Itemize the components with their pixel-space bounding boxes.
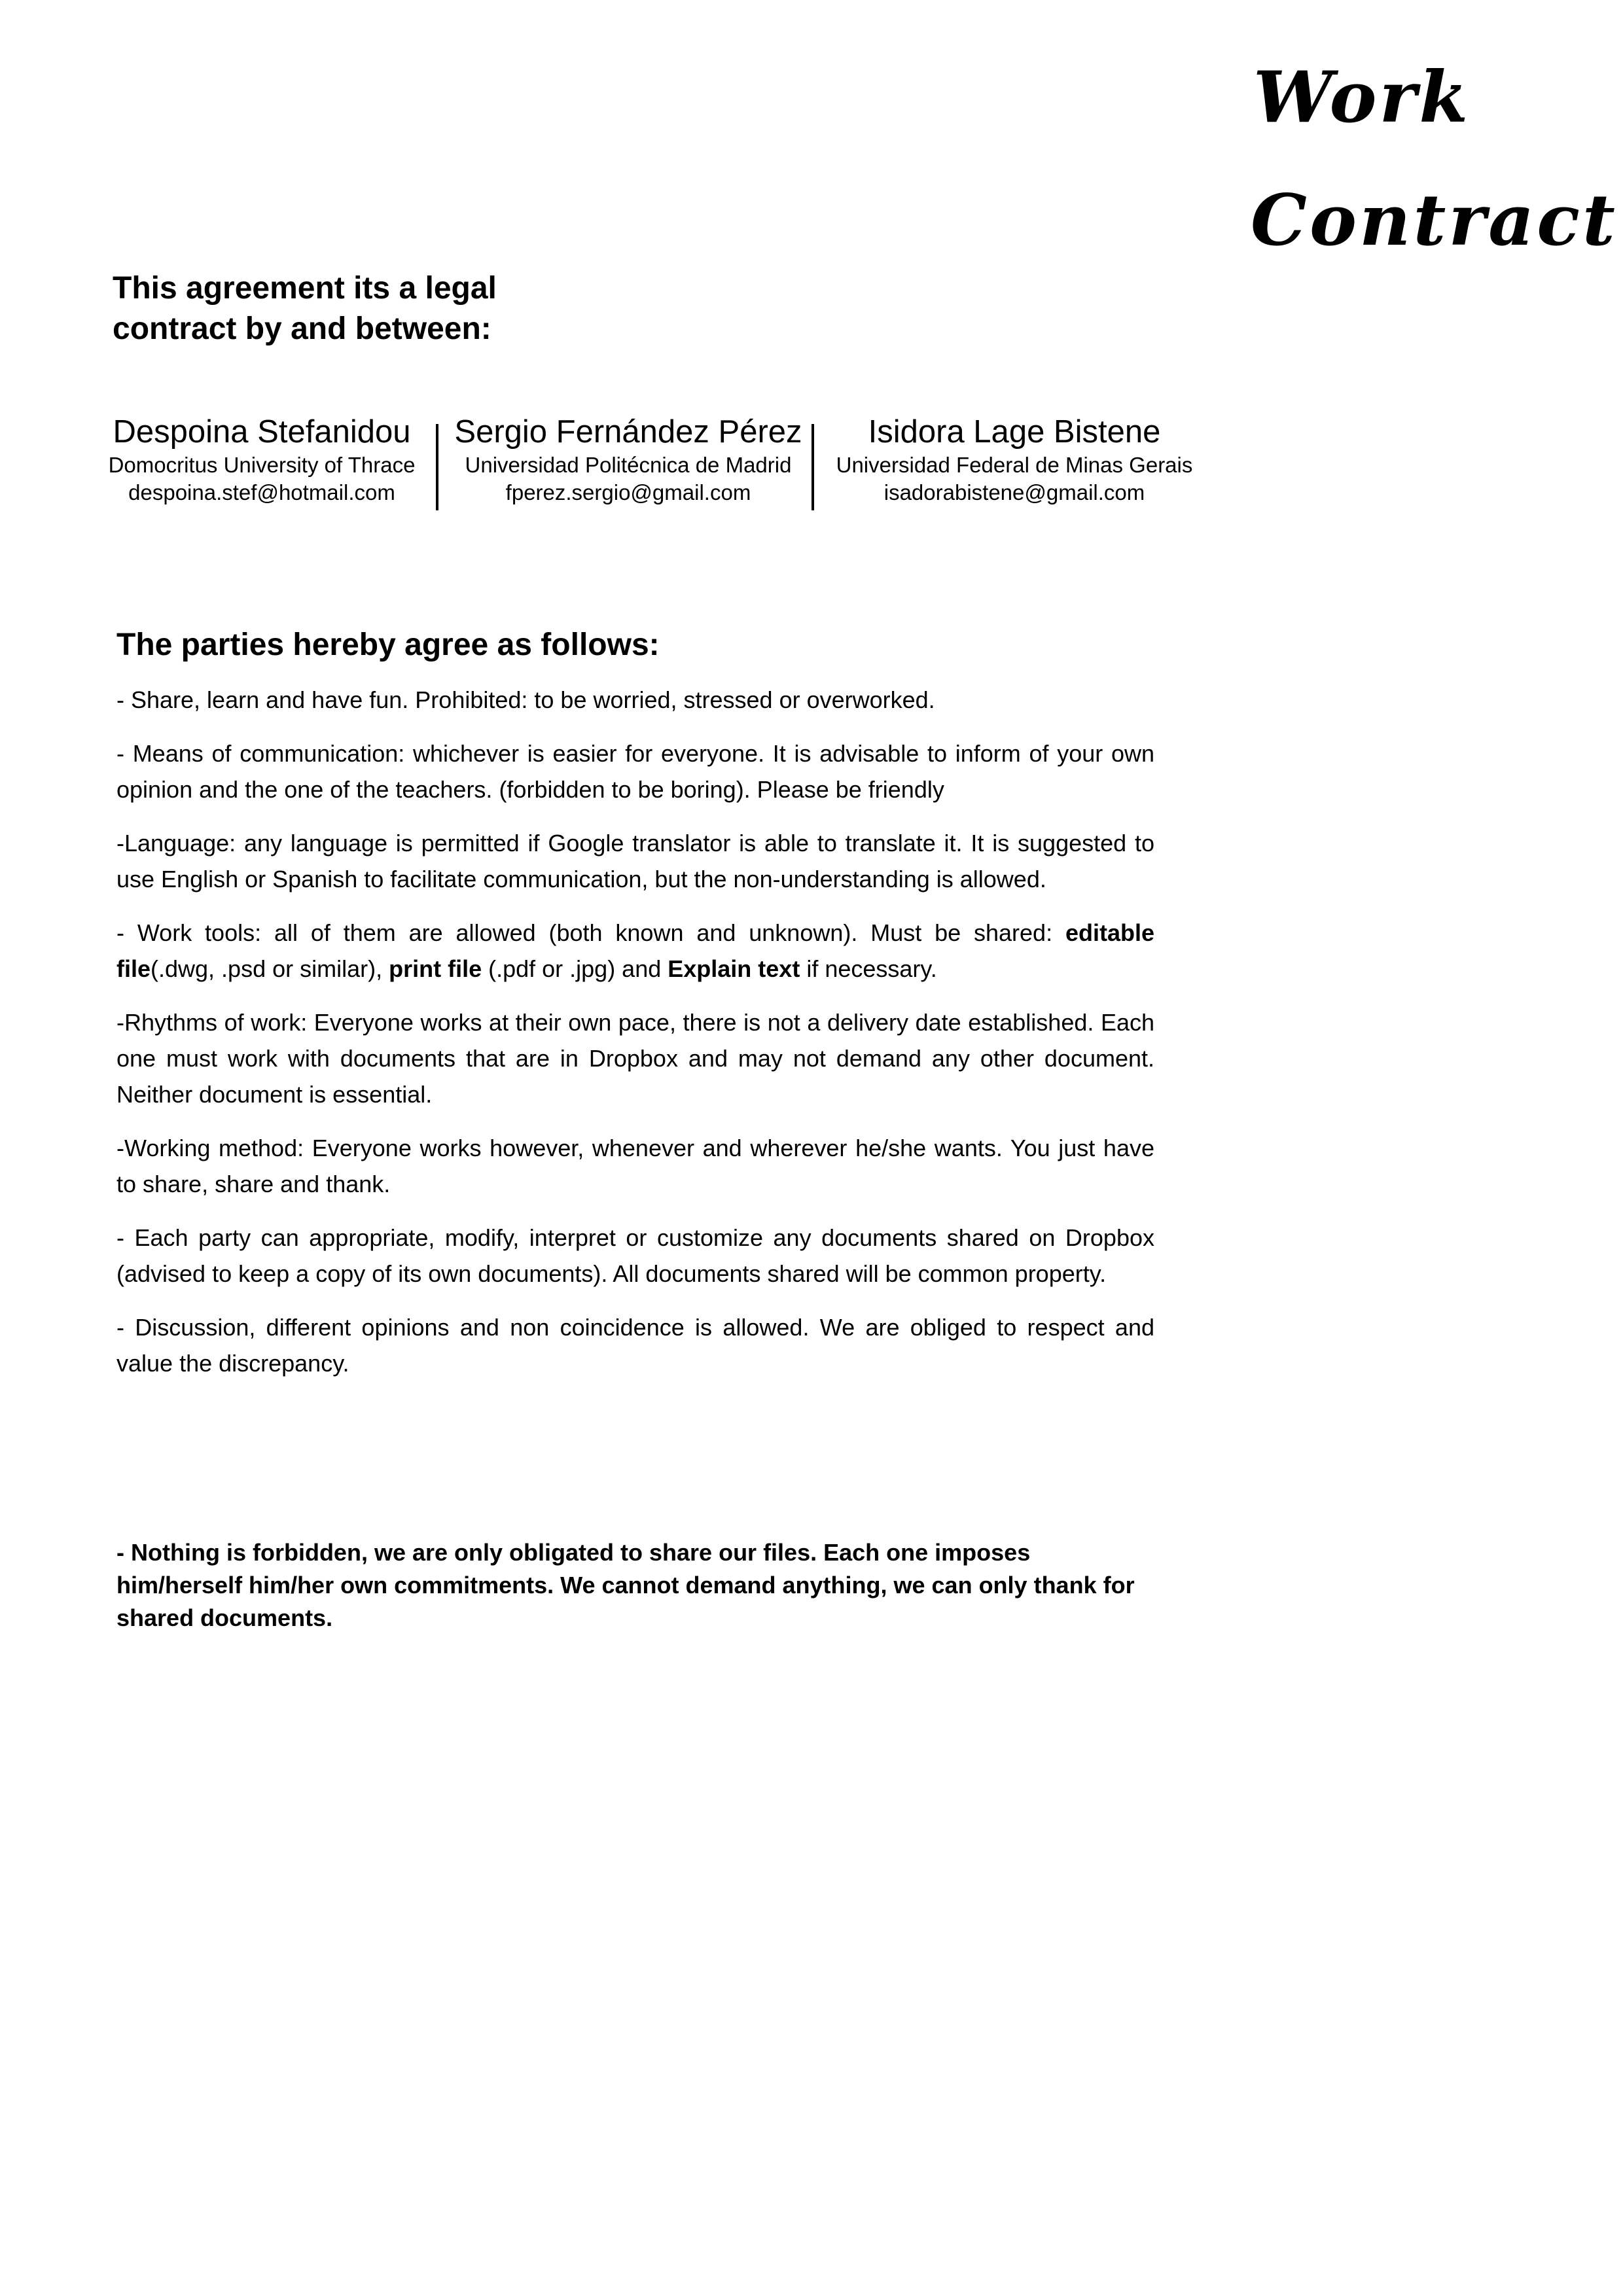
clause-text: (.dwg, .psd or similar), xyxy=(151,955,389,982)
clause-rhythms: -Rhythms of work: Everyone works at their own pace, there is not a delivery date established. Each one must work with documents that are in Dropbox and may not demand any other document. Neither document is essential. xyxy=(116,1009,1154,1108)
party-2 xyxy=(445,412,812,506)
intro-title xyxy=(113,268,610,349)
party-3 xyxy=(821,412,1207,506)
party-name: Sergio Fernández Pérez xyxy=(454,414,802,450)
party-separator xyxy=(812,424,814,510)
final-note: - Nothing is forbidden, we are only obligated to share our files. Each one imposes him/herself him/her own commitments. We cannot demand anything, we can only thank for shared documents. xyxy=(116,1539,1135,1631)
parties-block xyxy=(98,412,1198,510)
clause-appropriation: - Each party can appropriate, modify, interpret or customize any documents shared on Dropbox (advised to keep a copy of its own documents). All documents shared will be common property. xyxy=(116,1224,1154,1287)
intro-line-1: This agreement its a legal xyxy=(113,271,497,306)
clause-text: if necessary. xyxy=(800,955,937,982)
clause-language: -Language: any language is permitted if Google translator is able to translate it. It is suggested to use English or Spanish to facilitate communication, but the non-understanding is allowed. xyxy=(116,830,1154,892)
clause-discussion: - Discussion, different opinions and non coincidence is allowed. We are obliged to respect and value the discrepancy. xyxy=(116,1314,1154,1377)
clause-share: - Share, learn and have fun. Prohibited: to be worried, stressed or overworked. xyxy=(116,686,935,713)
clause-bold-text: Explain text xyxy=(668,955,800,982)
party-institution: Universidad Politécnica de Madrid xyxy=(465,453,792,477)
agreement-heading: The parties hereby agree as follows: xyxy=(116,627,660,662)
party-name: Isidora Lage Bistene xyxy=(868,414,1161,450)
party-institution: Universidad Federal de Minas Gerais xyxy=(836,453,1193,477)
clause-working-method: -Working method: Everyone works however, whenever and wherever he/she wants. You just have to share, share and thank. xyxy=(116,1135,1154,1197)
party-1 xyxy=(98,412,425,506)
intro-line-2: contract by and between: xyxy=(113,311,491,346)
clause-text: - Work tools: all of them are allowed (both known and unknown). Must be shared: xyxy=(116,919,1065,946)
logo-line-work: Work xyxy=(1253,56,1471,139)
clause-list xyxy=(116,682,1154,1399)
party-separator xyxy=(436,424,438,510)
party-institution: Domocritus University of Thrace xyxy=(108,453,416,477)
logo-line-contract: Contract xyxy=(1251,179,1618,262)
party-email: isadorabistene@gmail.com xyxy=(883,480,1145,504)
clause-bold-text: editable file xyxy=(116,919,1154,982)
party-email: despoina.stef@hotmail.com xyxy=(128,480,395,504)
clause-communication: - Means of communication: whichever is easier for everyone. It is advisable to inform of your own opinion and the one of the teachers. (forbidden to be boring). Please be friendly xyxy=(116,740,1154,803)
clause-bold-text: print file xyxy=(389,955,482,982)
party-name: Despoina Stefanidou xyxy=(113,414,411,450)
party-email: fperez.sergio@gmail.com xyxy=(505,480,751,504)
clause-work-tools xyxy=(116,915,1154,987)
clause-text: (.pdf or .jpg) and xyxy=(482,955,668,982)
